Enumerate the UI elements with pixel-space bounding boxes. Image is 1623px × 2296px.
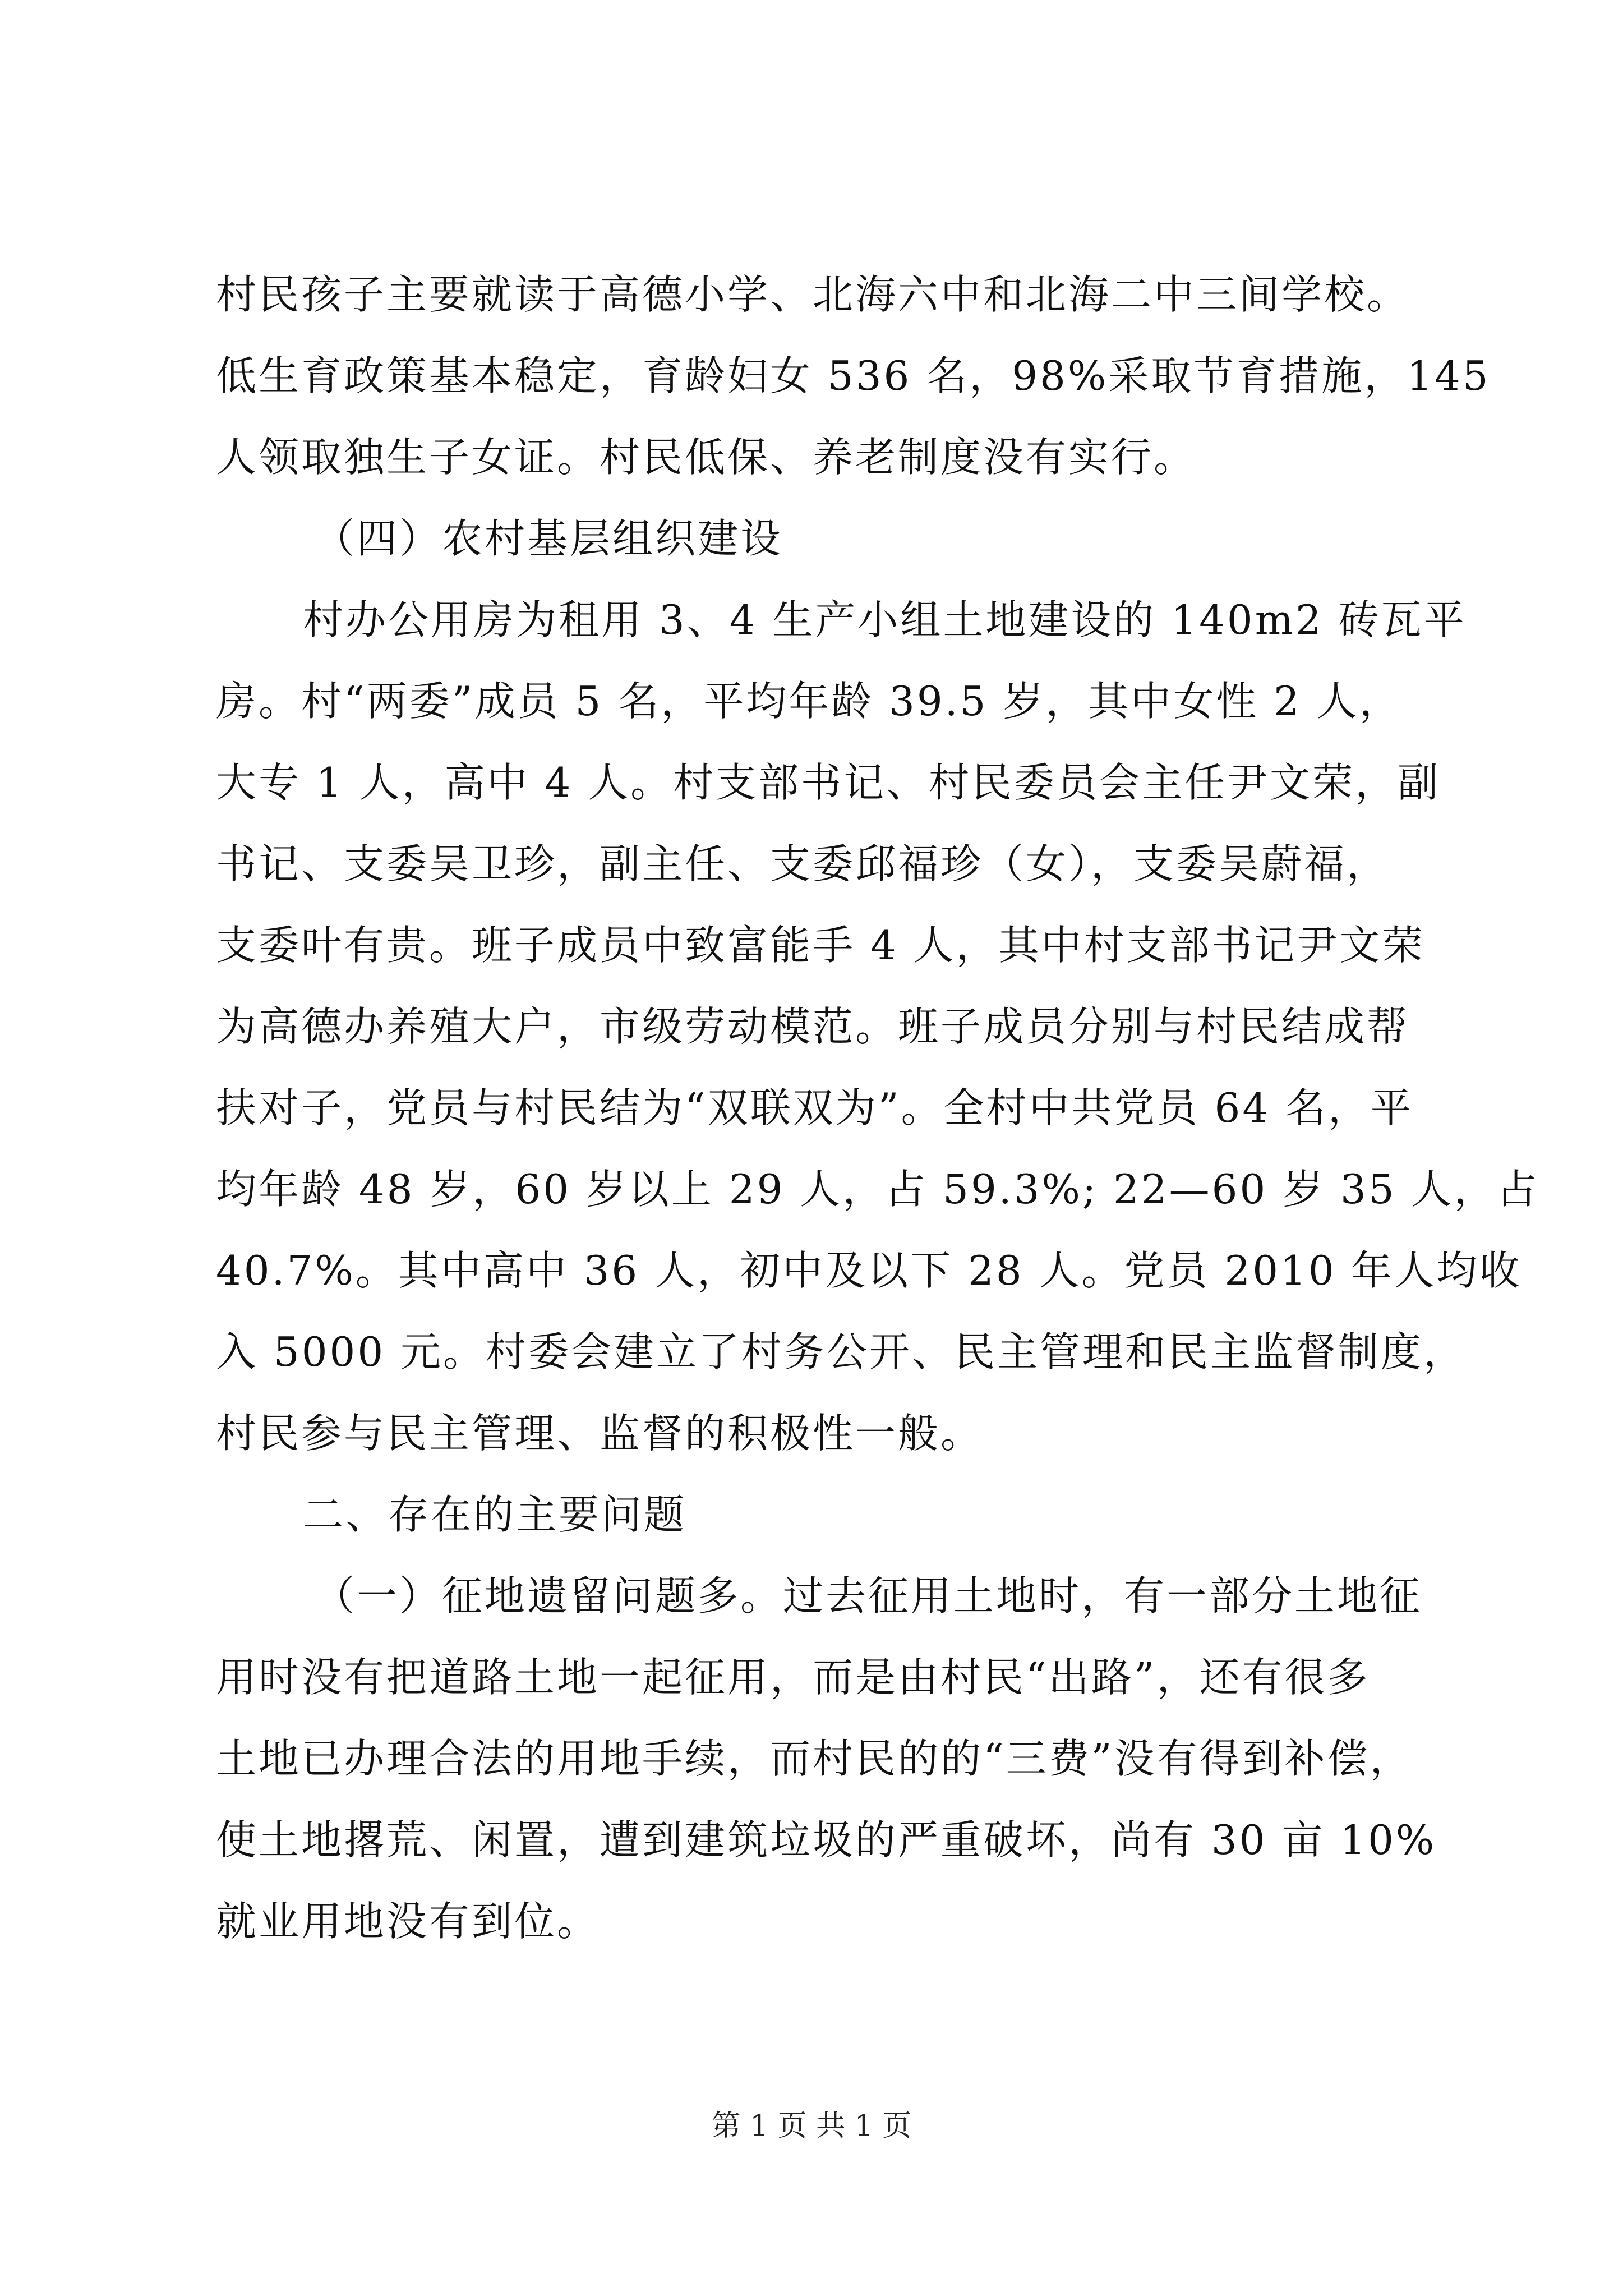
body-line: 使土地撂荒、闲置，遭到建筑垃圾的严重破坏，尚有 30 亩 10% (216, 1816, 1437, 1864)
body-line: 支委叶有贵。班子成员中致富能手 4 人，其中村支部书记尹文荣 (216, 922, 1425, 969)
body-line: 书记、支委吴卫珍，副主任、支委邱福珍（女），支委吴蔚福， (216, 840, 1390, 887)
body-line: 入 5000 元。村委会建立了村务公开、民主管理和民主监督制度， (216, 1328, 1467, 1375)
body-line: 扶对子，党员与村民结为“双联双为”。全村中共党员 64 名，平 (216, 1084, 1414, 1131)
section-heading: 二、存在的主要问题 (303, 1491, 687, 1538)
section-heading: （四）农村基层组织建设 (314, 515, 783, 562)
body-line: 村民参与民主管理、监督的积极性一般。 (216, 1410, 984, 1457)
body-line: 村民孩子主要就读于高德小学、北海六中和北海二中三间学校。 (216, 271, 1410, 318)
body-line: 为高德办养殖大户，市级劳动模范。班子成员分别与村民结成帮 (216, 1003, 1410, 1050)
body-line: （一）征地遗留问题多。过去征用土地时，有一部分土地征 (314, 1572, 1423, 1619)
body-line: 人领取独生子女证。村民低保、养老制度没有实行。 (216, 434, 1197, 481)
body-line: 用时没有把道路土地一起征用，而是由村民“出路”，还有很多 (216, 1654, 1370, 1701)
body-line: 村办公用房为租用 3、4 生产小组土地建设的 140m2 砖瓦平 (303, 596, 1467, 643)
body-line: 房。村“两委”成员 5 名，平均年龄 39.5 岁，其中女性 2 人， (216, 678, 1402, 725)
page-number-footer: 第 1 页 共 1 页 (711, 2109, 912, 2143)
body-line: 均年龄 48 岁，60 岁以上 29 人，占 59.3%; 22—60 岁 35 人，占 (216, 1166, 1539, 1213)
body-line: 低生育政策基本稳定，育龄妇女 536 名，98%采取节育措施，145 (216, 352, 1491, 399)
body-line: 就业用地没有到位。 (216, 1898, 600, 1945)
body-line: 土地已办理合法的用地手续，而村民的的“三费”没有得到补偿， (216, 1735, 1413, 1782)
body-line: 大专 1 人，高中 4 人。村支部书记、村民委员会主任尹文荣，副 (216, 759, 1441, 806)
body-line: 40.7%。其中高中 36 人，初中及以下 28 人。党员 2010 年人均收 (216, 1247, 1522, 1294)
